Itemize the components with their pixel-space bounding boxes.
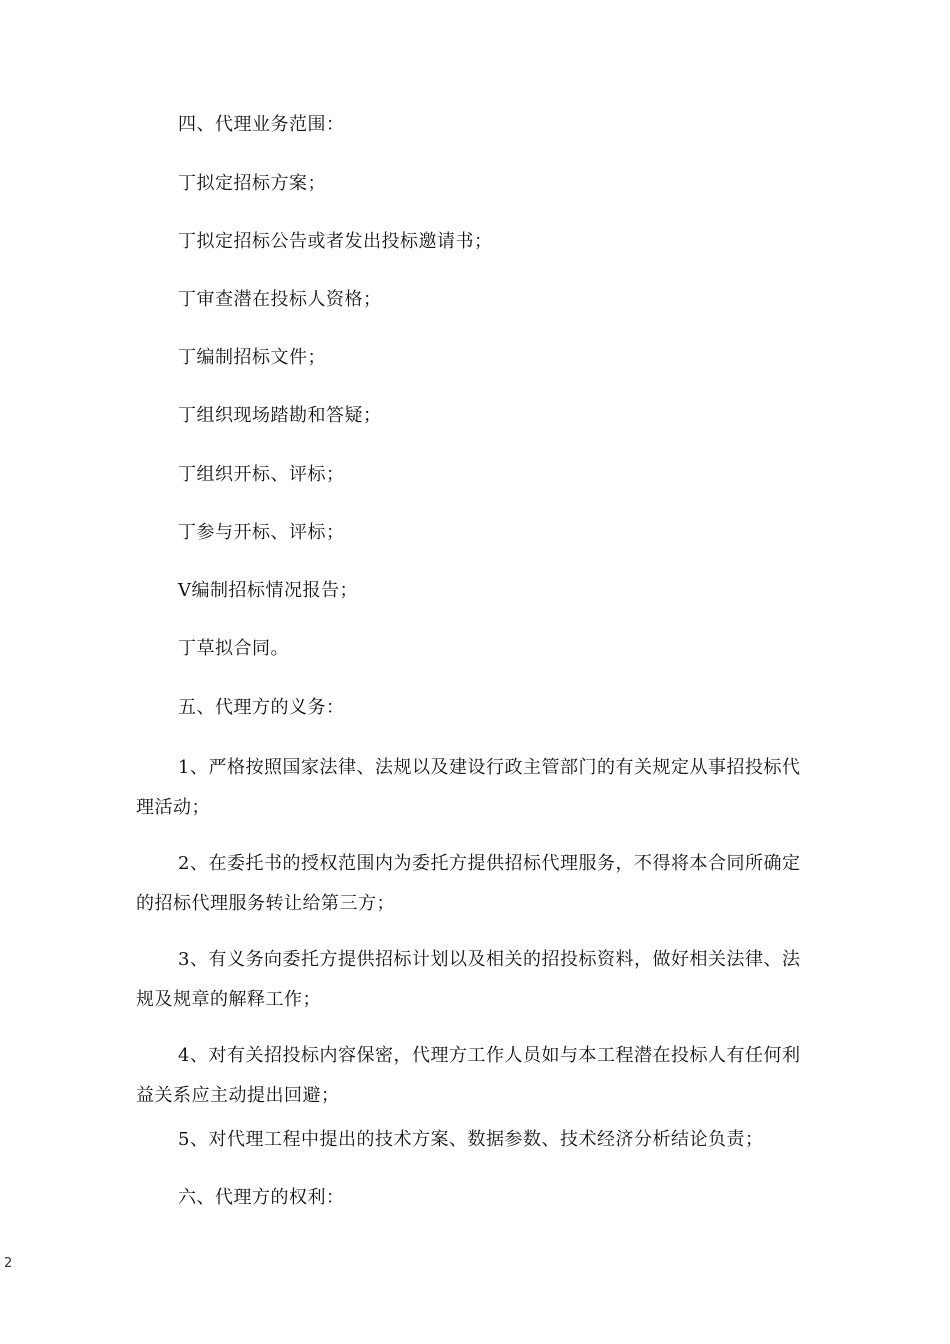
scope-item: 丁编制招标文件； xyxy=(178,347,326,368)
scope-item: 丁草拟合同。 xyxy=(178,638,289,659)
scope-item: V编制招标情况报告； xyxy=(178,580,358,601)
page-number: 2 xyxy=(4,1256,13,1271)
obligation-item: 5、对代理工程中提出的技术方案、数据参数、技术经济分析结论负责； xyxy=(178,1129,764,1150)
scope-item: 丁拟定招标方案； xyxy=(178,173,326,194)
scope-item: 丁拟定招标公告或者发出投标邀请书； xyxy=(178,231,493,252)
section-6-title: 六、代理方的权利： xyxy=(178,1187,345,1208)
scope-item: 丁组织开标、评标； xyxy=(178,464,345,485)
section-4-title: 四、代理业务范围： xyxy=(178,114,345,135)
scope-item: 丁参与开标、评标； xyxy=(178,522,345,543)
scope-item: 丁组织现场踏勘和答疑； xyxy=(178,405,382,426)
obligation-text: 4、对有关招投标内容保密，代理方工作人员如与本工程潜在投标人有任何利益关系应主动提出回避； xyxy=(136,1045,801,1106)
obligation-text: 2、在委托书的授权范围内为委托方提供招标代理服务，不得将本合同所确定的招标代理服务转让给第三方； xyxy=(136,853,801,914)
obligation-paragraph xyxy=(136,844,810,924)
obligation-paragraph xyxy=(136,940,810,1020)
obligation-text: 1、严格按照国家法律、法规以及建设行政主管部门的有关规定从事招投标代理活动； xyxy=(136,757,801,818)
obligation-text: 3、有义务向委托方提供招标计划以及相关的招投标资料，做好相关法律、法规及规章的解释工作； xyxy=(136,949,801,1010)
obligation-paragraph xyxy=(136,748,810,828)
obligation-paragraph xyxy=(136,1036,810,1116)
section-5-title: 五、代理方的义务： xyxy=(178,697,345,718)
scope-item: 丁审查潜在投标人资格； xyxy=(178,289,382,310)
